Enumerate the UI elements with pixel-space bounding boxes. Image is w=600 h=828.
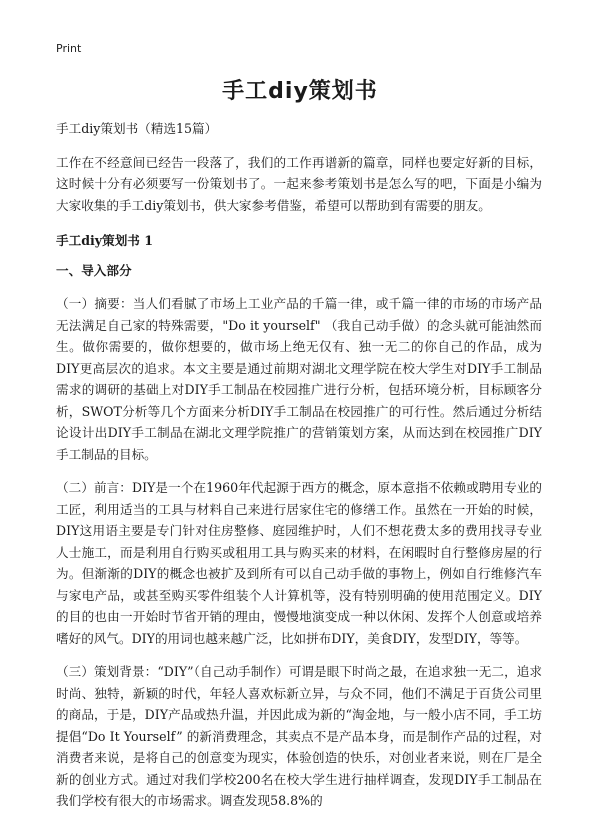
subsection-heading: 一、导入部分 xyxy=(56,262,132,278)
paragraph-abstract: （一）摘要：当人们看腻了市场上工业产品的千篇一律，或千篇一律的市场的市场产品无法满足自己家的特殊需要，"Do it yourself" （我自己动手做）的念头就可能油然而生。做你需要的，做你想要的，做市场上绝无仅有、独一无二的你自己的作品，成为DIY更高层次的追求。本文主要是通过前期对湖北文理学院在校大学生对DIY手工制品需求的调研的基础上对DIY手工制品在校园推广进行分析，包括环境分析，目标顾客分析，SWOT分析等几个方面来分析DIY手工制品在校园推广的可行性。然后通过分析结论设计出DIY手工制品在湖北文理学院推广的营销策划方案，从而达到在校园推广DIY手工制品的目标。 xyxy=(56,296,542,462)
page-title: 手工diy策划书 xyxy=(222,79,378,104)
document-body xyxy=(56,118,542,824)
print-link[interactable]: Print xyxy=(56,42,82,55)
paragraph-preface: （二）前言：DIY是一个在1960年代起源于西方的概念，原本意指不依赖或聘用专业的工匠，利用适当的工具与材料自己来进行居家住宅的修缮工作。虽然在一开始的时候，DIY这用语主要是专门针对住房整修、庭园维护时，人们不想花费太多的费用找寻专业人士施工，而是利用自行购买或租用工具与购买来的材料，在闲暇时自行整修房屋的行为。但渐渐的DIY的概念也被扩及到所有可以自己动手做的事物上，例如自行维修汽车与家电产品，或甚至购买零件组装个人计算机等，没有特别明确的使用范围定义。DIY的目的也由一开始时节省开销的理由，慢慢地演变成一种以休闲、发挥个人创意或培养嗜好的风气。DIY的用词也越来越广泛，比如拼布DIY，美食DIY，发型DIY，等等。 xyxy=(56,480,542,646)
section-heading: 手工diy策划书 1 xyxy=(56,233,154,248)
intro-paragraph: 工作在不经意间已经告一段落了，我们的工作再谱新的篇章，同样也要定好新的目标，这时候十分有必须要写一份策划书了。一起来参考策划书是怎么写的吧，下面是小编为大家收集的手工diy策划书，供大家参考借鉴，希望可以帮助到有需要的朋友。 xyxy=(56,154,542,213)
paragraph-background: （三）策划背景：“DIY”（自己动手制作）可谓是眼下时尚之最，在追求独一无二，追求时尚、独特，新颖的时代，年轻人喜欢标新立异，与众不同，他们不满足于百货公司里的商品，于是，DIY产品或热升温，并因此成为新的“淘金地，与一般小店不同，手工坊提倡“Do It Yourself” 的新消费理念，其卖点不是产品本身，而是制作产品的过程，对消费者来说，是将自己的创意变为现实，体验创造的快乐，对创业者来说，则在厂是全新的创业方式。通过对我们学校200名在校大学生进行抽样调查，发现DIY手工制品在我们学校有很大的市场需求。调查发现58.8%的 xyxy=(56,664,542,808)
doc-subtitle: 手工diy策划书（精选15篇） xyxy=(56,121,218,136)
